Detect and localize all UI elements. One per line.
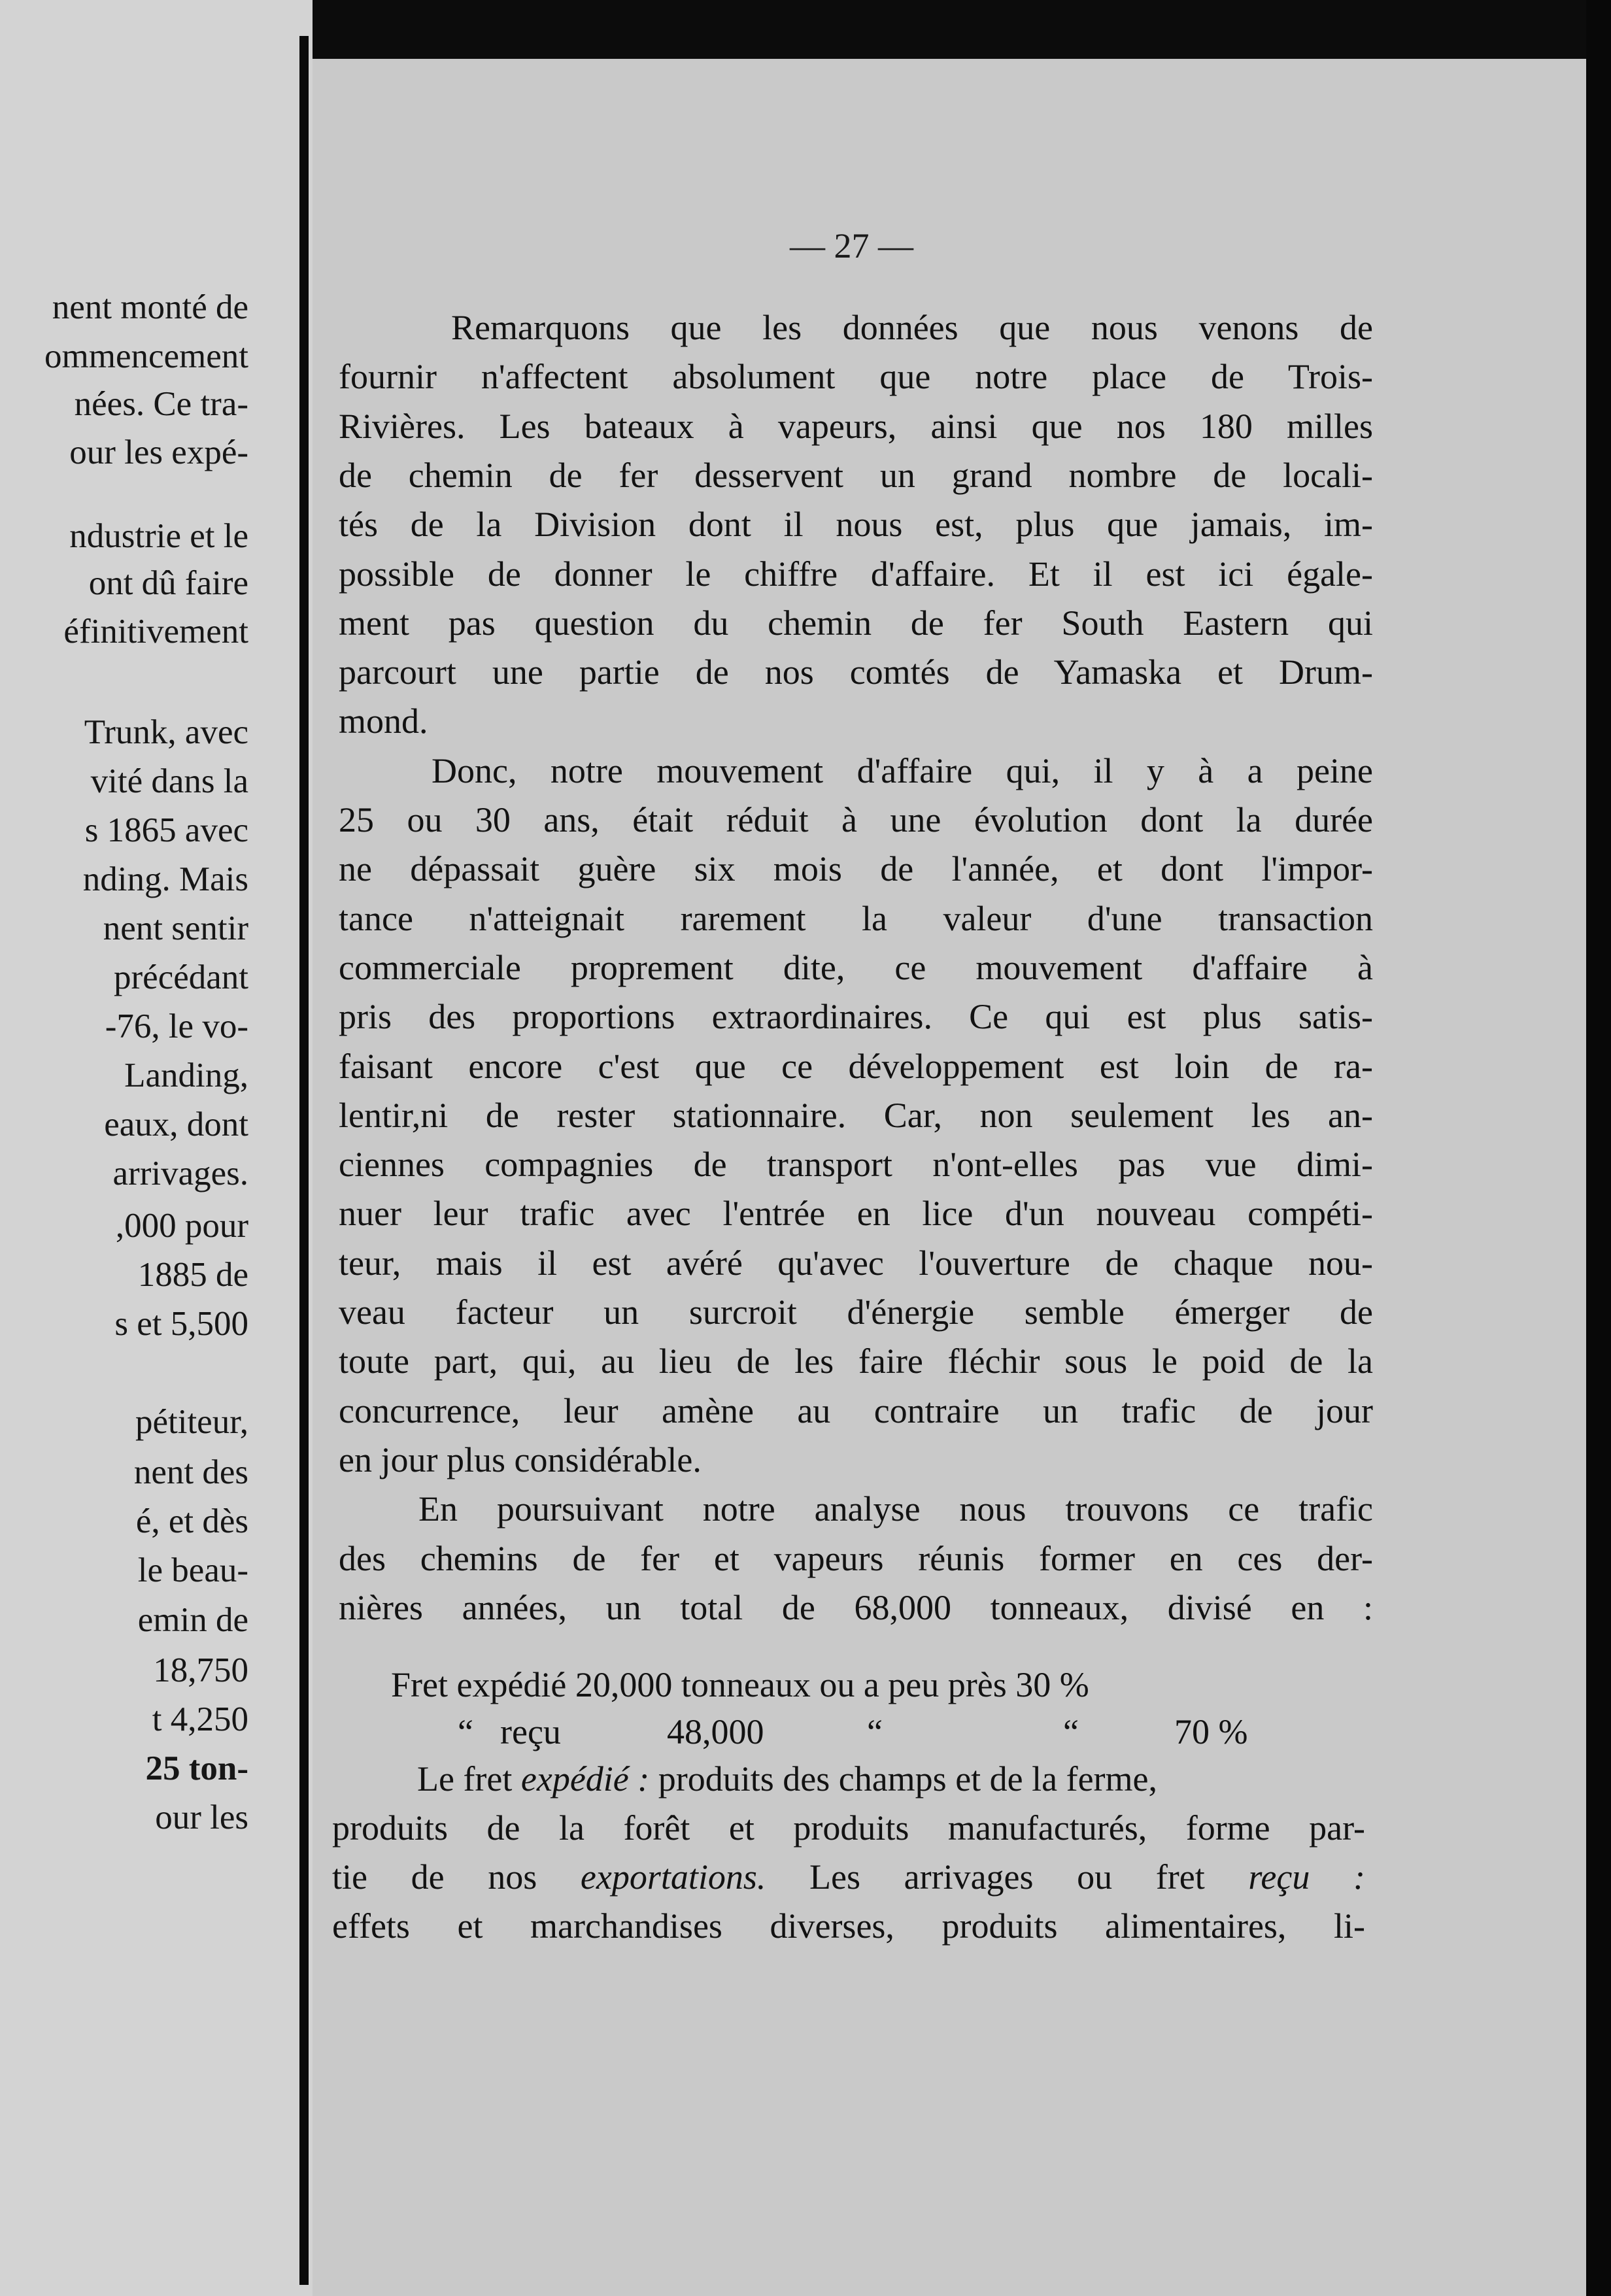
closing-line-3-b: Les arrivages ou fret xyxy=(766,1857,1249,1897)
body-line: En poursuivant notre analyse nous trouvons ce trafic xyxy=(418,1489,1373,1528)
left-column-line: eaux, dont xyxy=(104,1106,248,1143)
left-column-line: é, et dès xyxy=(135,1502,248,1540)
freight-row-received-qty: 48,000 xyxy=(667,1712,764,1751)
closing-line-3-a: tie de nos xyxy=(332,1857,581,1897)
page-divider xyxy=(299,36,309,2285)
left-column-line: arrivages. xyxy=(112,1155,248,1192)
left-column-line: nent monté de xyxy=(52,288,248,326)
left-column-line: ont dû faire xyxy=(88,564,248,602)
body-line: tés de la Division dont il nous est, plus que jamais, im- xyxy=(339,505,1373,544)
body-line: fournir n'affectent absolument que notre place de Trois- xyxy=(339,357,1373,396)
left-column-line: nées. Ce tra- xyxy=(74,385,248,423)
left-column-line: nent sentir xyxy=(103,909,248,947)
body-line: 25 ou 30 ans, était réduit à une évolution dont la durée xyxy=(339,800,1373,839)
body-line: tance n'atteignait rarement la valeur d'une transaction xyxy=(339,899,1373,938)
body-line: pris des proportions extraordinaires. Ce qui est plus satis- xyxy=(339,997,1373,1036)
body-line: Rivières. Les bateaux à vapeurs, ainsi que nos 180 milles xyxy=(339,407,1373,446)
body-line: en jour plus considérable. xyxy=(339,1440,702,1479)
body-line: veau facteur un surcroit d'énergie semble émerger de xyxy=(339,1292,1373,1332)
closing-line-1-a: Le fret xyxy=(417,1759,521,1798)
left-column-text xyxy=(0,0,313,2296)
body-line: concurrence, leur amène au contraire un trafic de jour xyxy=(339,1391,1373,1430)
body-line: possible de donner le chiffre d'affaire. Et il est ici égale- xyxy=(339,554,1373,594)
body-line: commerciale proprement dite, ce mouvement d'affaire à xyxy=(339,948,1373,987)
body-line: nières années, un total de 68,000 tonneaux, divisé en : xyxy=(339,1588,1373,1627)
left-column-line: le beau- xyxy=(137,1551,248,1589)
closing-line-1-b: produits des champs et de la ferme, xyxy=(649,1759,1158,1798)
left-page-fragment xyxy=(0,0,313,2296)
left-column-line: Landing, xyxy=(124,1056,248,1094)
body-line: de chemin de fer desservent un grand nombre de locali- xyxy=(339,456,1373,495)
closing-line-3 xyxy=(332,1857,1365,1897)
left-column-line: 18,750 xyxy=(153,1651,248,1689)
body-line: parcourt une partie de nos comtés de Yamaska et Drum- xyxy=(339,652,1373,692)
closing-line-1-em: expédié : xyxy=(520,1759,650,1798)
freight-row-shipped: Fret expédié 20,000 tonneaux ou a peu près 30 % xyxy=(391,1665,1089,1704)
left-column-line: ommencement xyxy=(44,337,248,375)
freight-row-received-pct: 70 % xyxy=(1174,1712,1248,1751)
left-column-line: our les expé- xyxy=(69,433,248,471)
left-column-line: ndustrie et le xyxy=(69,517,248,555)
left-column-line: our les xyxy=(155,1798,248,1836)
left-column-line: 25 ton- xyxy=(145,1749,248,1787)
left-column-line: ,000 pour xyxy=(115,1207,248,1245)
left-column-line: éfinitivement xyxy=(63,613,248,650)
body-line: ment pas question du chemin de fer South Eastern qui xyxy=(339,603,1373,643)
freight-ditto: “ xyxy=(458,1712,473,1751)
body-line: des chemins de fer et vapeurs réunis former en ces der- xyxy=(339,1539,1373,1578)
left-column-line: -76, le vo- xyxy=(105,1007,248,1045)
body-line: Donc, notre mouvement d'affaire qui, il y à a peine xyxy=(432,751,1373,790)
body-line: mond. xyxy=(339,701,428,741)
left-column-line: précédant xyxy=(114,958,248,996)
body-line: teur, mais il est avéré qu'avec l'ouverture de chaque nou- xyxy=(339,1243,1373,1283)
left-column-line: pétiteur, xyxy=(135,1403,248,1441)
left-column-line: Trunk, avec xyxy=(84,713,248,751)
body-line: faisant encore c'est que ce développement est loin de ra- xyxy=(339,1047,1373,1086)
closing-line-1 xyxy=(417,1759,1157,1799)
left-column-line: t 4,250 xyxy=(152,1700,248,1738)
closing-line-4: effets et marchandises diverses, produits alimentaires, li- xyxy=(332,1906,1365,1946)
body-line: nuer leur trafic avec l'entrée en lice d'un nouveau compéti- xyxy=(339,1194,1373,1233)
closing-line-2: produits de la forêt et produits manufacturés, forme par- xyxy=(332,1808,1365,1848)
right-page-edge xyxy=(1586,0,1611,2296)
left-column-line: vité dans la xyxy=(90,762,248,800)
closing-line-3-em2: reçu : xyxy=(1248,1857,1365,1897)
left-column-line: nding. Mais xyxy=(82,860,248,898)
body-line: ne dépassait guère six mois de l'année, et dont l'impor- xyxy=(339,849,1373,888)
body-line: lentir,ni de rester stationnaire. Car, non seulement les an- xyxy=(339,1096,1373,1135)
body-line: toute part, qui, au lieu de les faire fléchir sous le poid de la xyxy=(339,1342,1373,1381)
left-column-line: s et 5,500 xyxy=(114,1305,248,1343)
left-column-line: nent des xyxy=(133,1453,248,1491)
left-column-line: emin de xyxy=(137,1601,248,1639)
left-column-line: s 1865 avec xyxy=(84,811,248,849)
closing-line-3-em: exportations. xyxy=(580,1857,766,1897)
left-column-line: 1885 de xyxy=(137,1256,248,1294)
freight-row-received-label: reçu xyxy=(500,1712,561,1751)
freight-ditto-2: “ xyxy=(867,1712,883,1751)
page-number: — 27 — xyxy=(790,226,913,265)
body-line: ciennes compagnies de transport n'ont-elles pas vue dimi- xyxy=(339,1145,1373,1184)
freight-ditto-3: “ xyxy=(1063,1712,1079,1751)
body-line: Remarquons que les données que nous venons de xyxy=(451,308,1373,347)
